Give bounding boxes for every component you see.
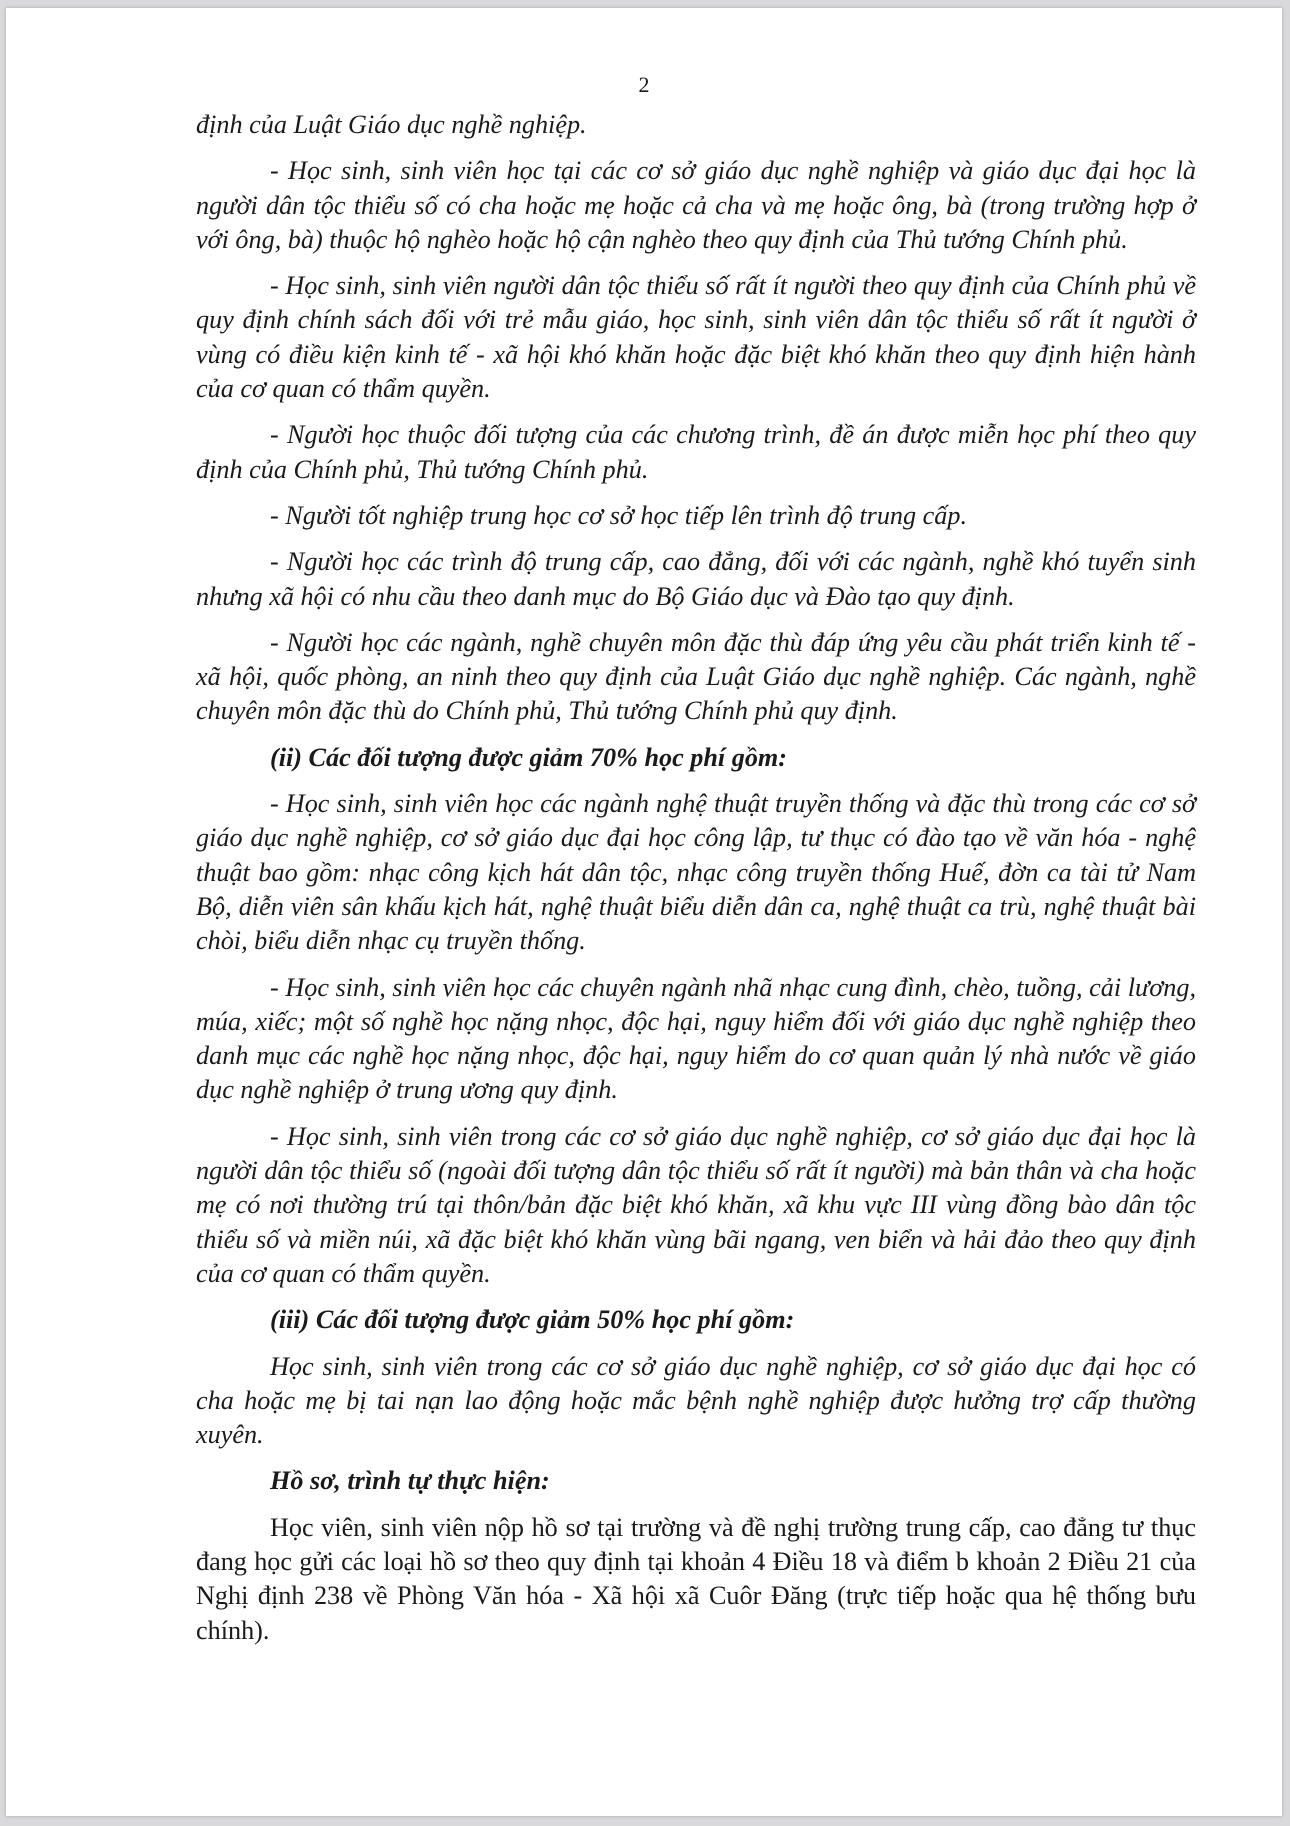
paragraph-6: - Người học các trình độ trung cấp, cao đẳng, đối với các ngành, nghề khó tuyển sinh nhưng xã hội có nhu cầu theo danh mục do Bộ Giáo dục và Đào tạo quy định. (196, 547, 1196, 611)
document-body (196, 108, 1196, 1660)
section-heading-70-percent: (ii) Các đối tượng được giảm 70% học phí gồm: (270, 742, 788, 772)
paragraph-3: - Học sinh, sinh viên người dân tộc thiểu số rất ít người theo quy định của Chính phủ về quy định chính sách đối với trẻ mẫu giáo, học sinh, sinh viên dân tộc thiểu số rất ít người ở vùng có điều kiện kinh tế - xã hội khó khăn hoặc đặc biệt khó khăn theo quy định hiện hành của cơ quan có thẩm quyền. (196, 271, 1196, 404)
paragraph-7: - Người học các ngành, nghề chuyên môn đặc thù đáp ứng yêu cầu phát triển kinh tế - xã hội, quốc phòng, an ninh theo quy định của Luật Giáo dục nghề nghiệp. Các ngành, nghề chuyên môn đặc thù do Chính phủ, Thủ tướng Chính phủ quy định. (196, 627, 1196, 726)
section-heading-50-percent: (iii) Các đối tượng được giảm 50% học phí gồm: (270, 1305, 795, 1335)
paragraph-9: - Học sinh, sinh viên học các ngành nghệ thuật truyền thống và đặc thù trong các cơ sở giáo dục nghề nghiệp, cơ sở giáo dục đại học công lập, tư thục có đào tạo về văn hóa - nghệ thuật bao gồm: nhạc công kịch hát dân tộc, nhạc công truyền thống Huế, đờn ca tài tử Nam Bộ, diễn viên sân khấu kịch hát, nghệ thuật biểu diễn dân ca, nghệ thuật ca trù, nghệ thuật bài chòi, biểu diễn nhạc cụ truyền thống. (196, 789, 1196, 956)
paragraph-5: - Người tốt nghiệp trung học cơ sở học tiếp lên trình độ trung cấp. (270, 500, 968, 530)
paragraph-1: định của Luật Giáo dục nghề nghiệp. (196, 110, 587, 139)
paragraph-13: Học sinh, sinh viên trong các cơ sở giáo dục nghề nghiệp, cơ sở giáo dục đại học có cha hoặc mẹ bị tai nạn lao động hoặc mắc bệnh nghề nghiệp được hưởng trợ cấp thường xuyên. (196, 1351, 1196, 1450)
section-heading-procedure: Hồ sơ, trình tự thực hiện: (270, 1466, 550, 1496)
paragraph-2: - Học sinh, sinh viên học tại các cơ sở giáo dục nghề nghiệp và giáo dục đại học là người dân tộc thiểu số có cha hoặc mẹ hoặc cả cha và mẹ hoặc ông, bà (trong trường hợp ở với ông, bà) thuộc hộ nghèo hoặc hộ cận nghèo theo quy định của Thủ tướng Chính phủ. (196, 156, 1196, 254)
paragraph-15: Học viên, sinh viên nộp hồ sơ tại trường và đề nghị trường trung cấp, cao đẳng tư thục đang học gửi các loại hồ sơ theo quy định tại khoản 4 Điều 18 và điểm b khoản 2 Điều 21 của Nghị định 238 về Phòng Văn hóa - Xã hội xã Cuôr Đăng (trực tiếp hoặc qua hệ thống bưu chính). (196, 1512, 1196, 1645)
paragraph-10: - Học sinh, sinh viên học các chuyên ngành nhã nhạc cung đình, chèo, tuồng, cải lương, múa, xiếc; một số nghề học nặng nhọc, độc hại, nguy hiểm đối với giáo dục nghề nghiệp theo danh mục các nghề học nặng nhọc, độc hại, nguy hiểm do cơ quan quản lý nhà nước về giáo dục nghề nghiệp ở trung ương quy định. (196, 972, 1196, 1105)
paragraph-11: - Học sinh, sinh viên trong các cơ sở giáo dục nghề nghiệp, cơ sở giáo dục đại học là người dân tộc thiểu số (ngoài đối tượng dân tộc thiểu số rất ít người) mà bản thân và cha hoặc mẹ có nơi thường trú tại thôn/bản đặc biệt khó khăn, xã khu vực III vùng đồng bào dân tộc thiểu số và miền núi, xã đặc biệt khó khăn vùng bãi ngang, ven biển và hải đảo theo quy định của cơ quan có thẩm quyền. (196, 1121, 1196, 1288)
page-number: 2 (638, 72, 650, 97)
document-page (6, 8, 1282, 1816)
paragraph-4: - Người học thuộc đối tượng của các chương trình, đề án được miễn học phí theo quy định của Chính phủ, Thủ tướng Chính phủ. (196, 420, 1196, 484)
